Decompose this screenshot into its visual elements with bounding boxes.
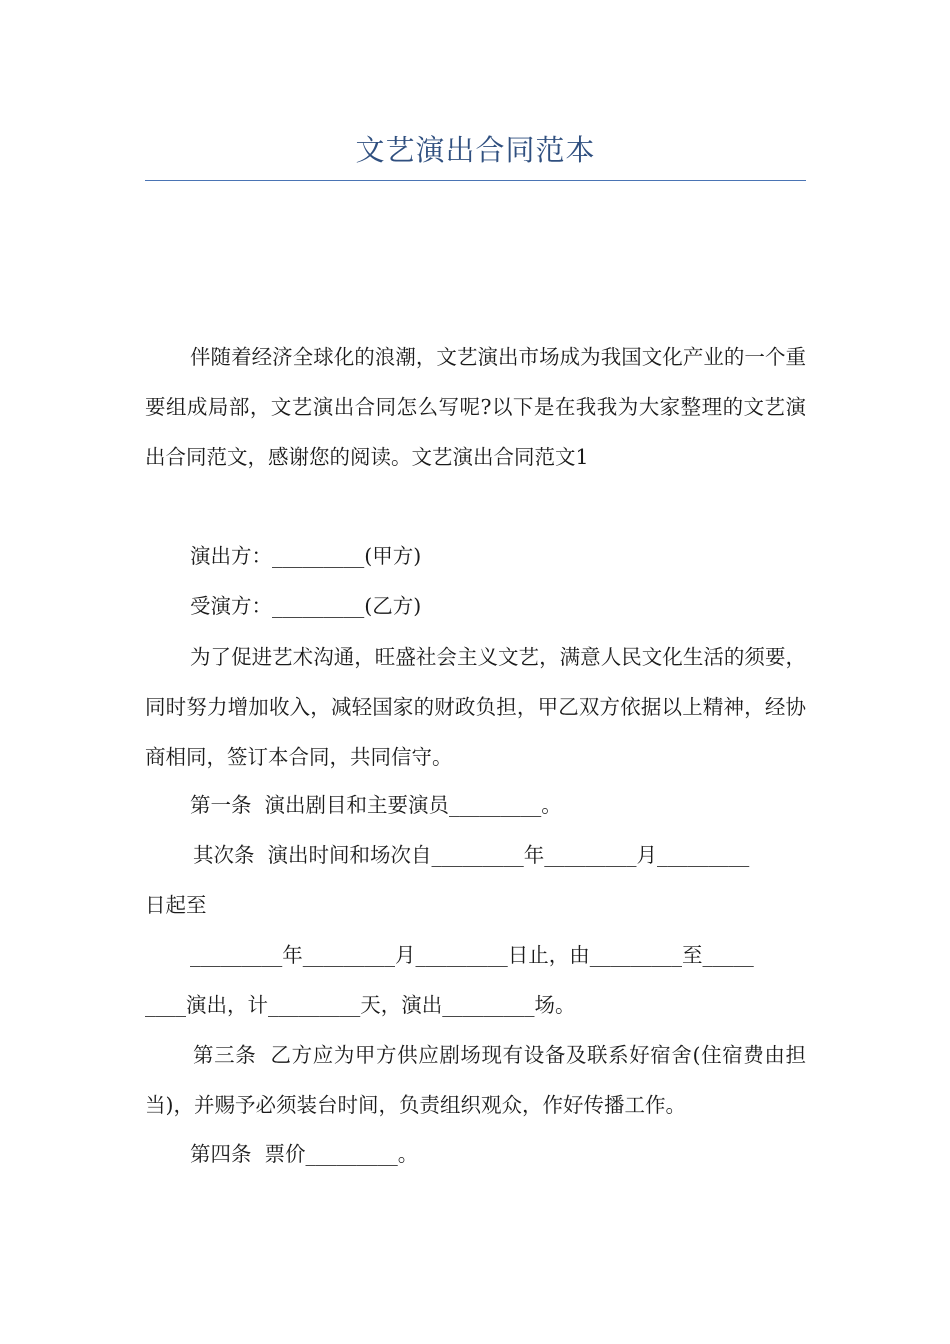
- title-underline: [145, 180, 806, 181]
- article-3-paragraph: 第三条 乙方应为甲方供应剧场现有设备及联系好宿舍(住宿费由担当)，并赐予必须装台时间，负责组织观众，作好传播工作。: [145, 1043, 806, 1117]
- party-b-line: 受演方：_________(乙方): [190, 594, 422, 618]
- party-a-line: 演出方：_________(甲方): [190, 544, 422, 568]
- article-2-line-2: 日起至: [145, 893, 207, 917]
- article-2-line-4: ____演出，计_________天，演出_________场。: [145, 993, 576, 1017]
- article-1: 第一条 演出剧目和主要演员_________。: [190, 793, 562, 817]
- article-2-line-1: 其次条 演出时间和场次自_________年_________月_________: [193, 843, 750, 867]
- article-4: 第四条 票价_________。: [190, 1142, 419, 1166]
- article-2-line-3: _________年_________月_________日止，由_________至_____: [190, 943, 754, 967]
- document-title: 文艺演出合同范本: [355, 133, 596, 167]
- purpose-paragraph: 为了促进艺术沟通，旺盛社会主义文艺，满意人民文化生活的须要，同时努力增加收入，减轻国家的财政负担，甲乙双方依据以上精神，经协商相同，签订本合同，共同信守。: [145, 645, 806, 769]
- intro-paragraph: 伴随着经济全球化的浪潮，文艺演出市场成为我国文化产业的一个重要组成局部，文艺演出合同怎么写呢?以下是在我我为大家整理的文艺演出合同范文，感谢您的阅读。文艺演出合同范文1: [145, 345, 806, 469]
